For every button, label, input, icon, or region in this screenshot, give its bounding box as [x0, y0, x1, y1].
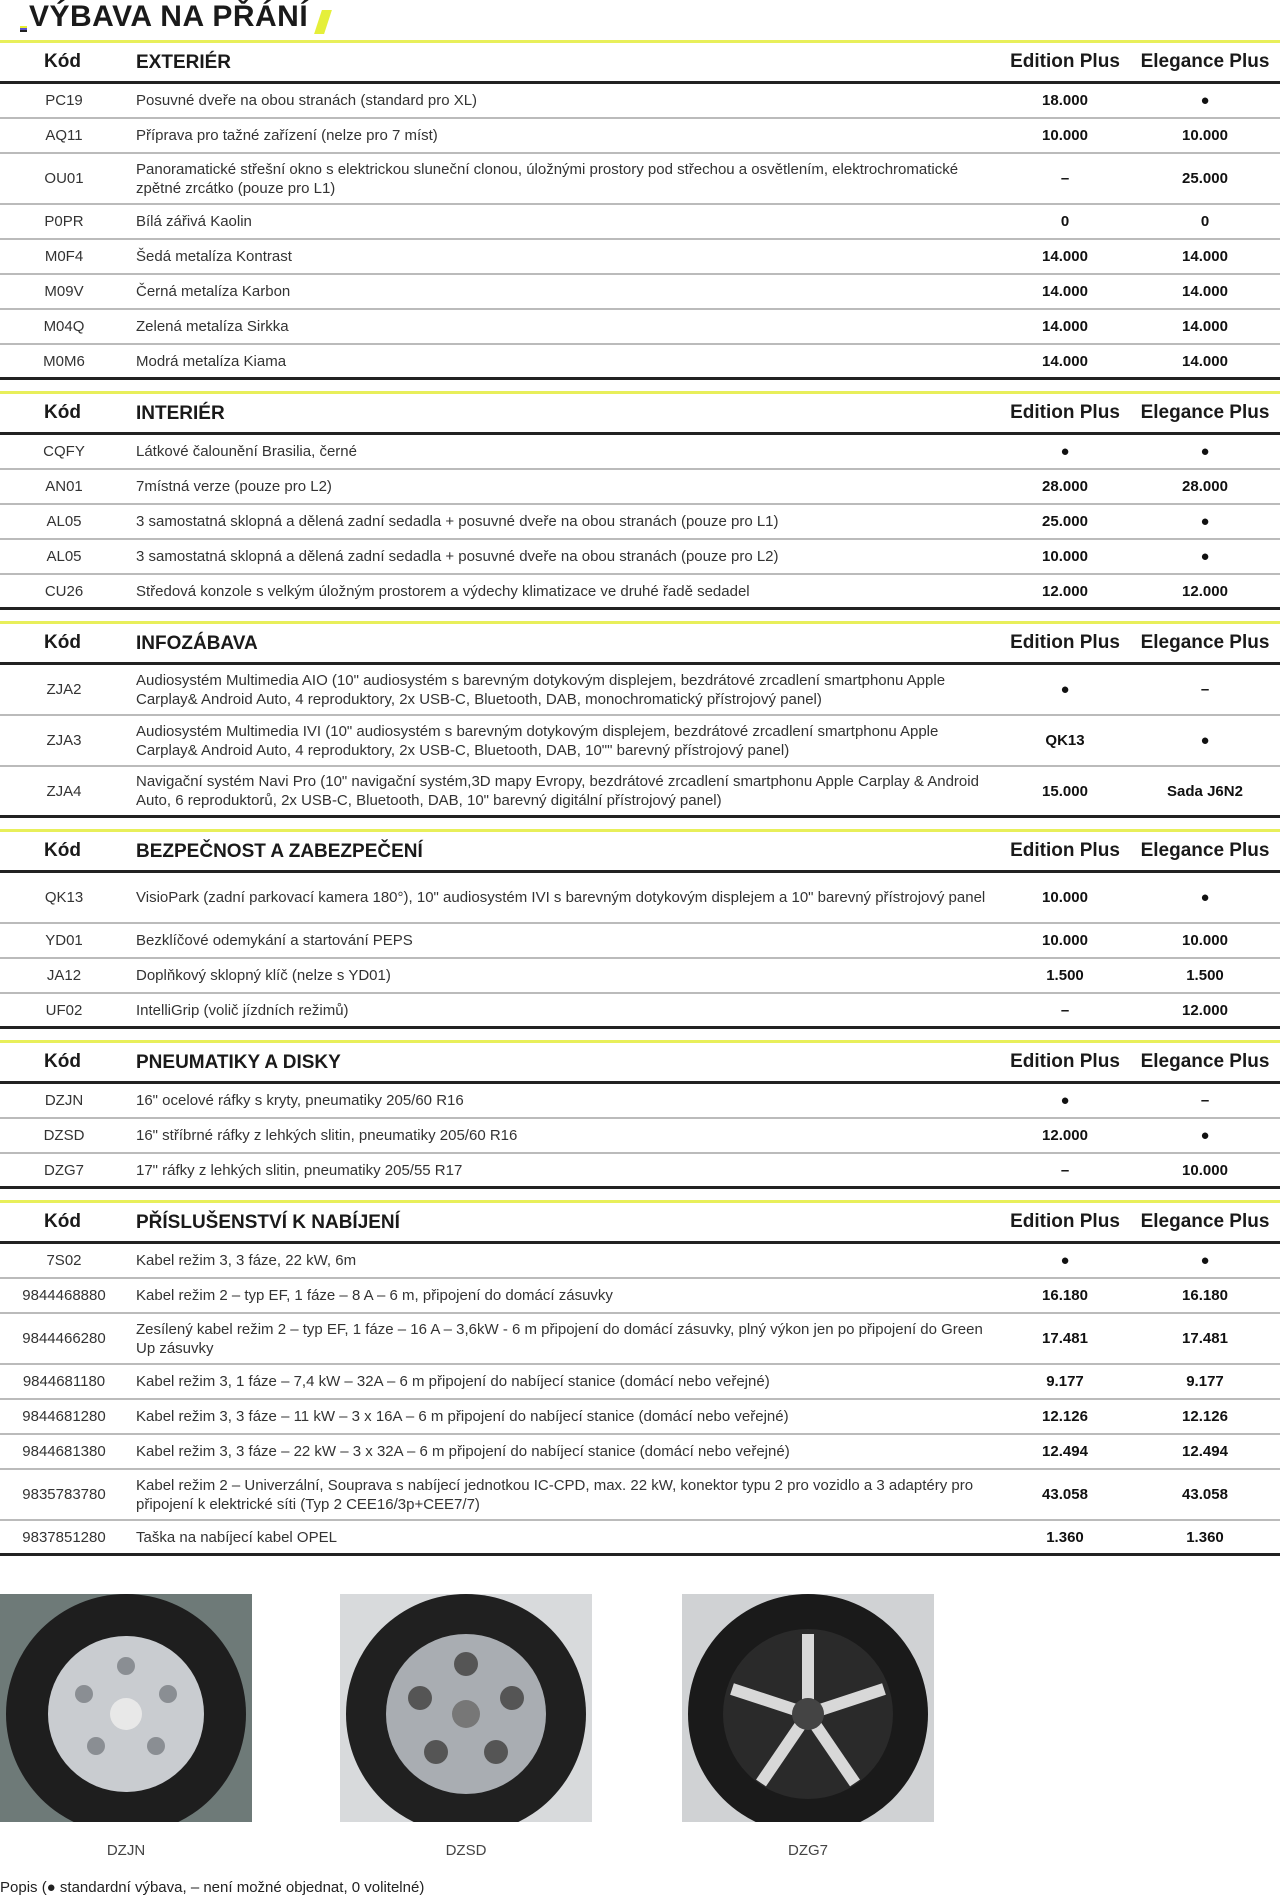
table-row [0, 1119, 1280, 1154]
table-row [0, 505, 1280, 540]
section-header [0, 1203, 1280, 1244]
elegance-plus-price: 17.481 [1182, 1330, 1228, 1347]
table-row [0, 959, 1280, 994]
option-description: Taška na nabíjecí kabel OPEL [136, 1528, 337, 1546]
table-row [0, 873, 1280, 924]
option-code: ZJA2 [46, 681, 82, 698]
section-title: INFOZÁBAVA [136, 632, 258, 654]
option-description: Zesílený kabel režim 2 – typ EF, 1 fáze – 16 A – 3,6kW - 6 m připojení do domácí zásuvky, plný výkon jen po připojení do Green Up zásuvky [136, 1320, 983, 1357]
table-row [0, 205, 1280, 240]
edition-plus-price: 12.126 [1042, 1408, 1088, 1425]
col-elegance-plus-header: Elegance Plus [1140, 51, 1270, 72]
option-code: OU01 [44, 170, 84, 187]
option-code: 9844466280 [22, 1330, 106, 1347]
elegance-plus-price: 14.000 [1182, 318, 1228, 335]
option-code: QK13 [44, 889, 84, 906]
edition-plus-price: 0 [1060, 213, 1070, 230]
option-code: 9837851280 [22, 1528, 106, 1546]
option-description: Bílá zářivá Kaolin [136, 213, 252, 230]
elegance-plus-price: 16.180 [1182, 1287, 1228, 1304]
elegance-plus-price: 10.000 [1182, 932, 1228, 949]
table-row [0, 310, 1280, 345]
edition-plus-price: 15.000 [1042, 782, 1088, 800]
option-description: 3 samostatná sklopná a dělená zadní sedadla + posuvné dveře na obou stranách (pouze pro L2) [136, 548, 779, 565]
elegance-plus-price: 12.000 [1182, 582, 1228, 600]
col-code-header: Kód [44, 1051, 81, 1072]
wheel-image-dzjn [0, 1594, 252, 1822]
elegance-plus-price: 14.000 [1182, 248, 1228, 265]
option-code: DZSD [43, 1127, 85, 1144]
col-elegance-plus-header: Elegance Plus [1140, 840, 1270, 861]
edition-plus-price: 10.000 [1042, 889, 1088, 906]
table-row [0, 470, 1280, 505]
elegance-plus-price: 25.000 [1182, 170, 1228, 187]
elegance-plus-price: ● [1200, 548, 1210, 565]
option-description: Zelená metalíza Sirkka [136, 318, 289, 335]
section-title: PŘÍSLUŠENSTVÍ K NABÍJENÍ [136, 1211, 400, 1233]
table-row [0, 1314, 1280, 1365]
table-row [0, 1435, 1280, 1470]
table-row [0, 435, 1280, 470]
option-code: PC19 [45, 92, 83, 109]
elegance-plus-price: 12.000 [1182, 1001, 1228, 1019]
section-5 [0, 1200, 1280, 1556]
table-row [0, 1244, 1280, 1279]
col-edition-plus-header: Edition Plus [1010, 840, 1120, 861]
wheel-image-dzsd [340, 1594, 592, 1822]
option-description: Černá metalíza Karbon [136, 283, 291, 300]
edition-plus-price: – [1060, 1161, 1070, 1179]
col-elegance-plus-header: Elegance Plus [1140, 632, 1270, 653]
elegance-plus-price: ● [1200, 1252, 1210, 1269]
option-code: JA12 [46, 967, 82, 984]
option-code: 9844681180 [22, 1373, 106, 1390]
options-tables [0, 40, 1280, 1567]
table-row [0, 716, 1280, 767]
section-2 [0, 621, 1280, 818]
elegance-plus-price: 9.177 [1186, 1373, 1224, 1390]
page-title [20, 0, 328, 34]
edition-plus-price: 1.500 [1046, 967, 1084, 984]
option-code: AN01 [45, 478, 83, 495]
elegance-plus-price: ● [1200, 732, 1210, 749]
option-description: Kabel režim 3, 3 fáze – 22 kW – 3 x 32A – 6 m připojení do nabíjecí stanice (domácí nebo veřejné) [136, 1443, 790, 1460]
edition-plus-price: 10.000 [1042, 932, 1088, 949]
option-description: 3 samostatná sklopná a dělená zadní sedadla + posuvné dveře na obou stranách (pouze pro L1) [136, 513, 779, 530]
elegance-plus-price: ● [1200, 92, 1210, 109]
section-header [0, 832, 1280, 873]
option-code: M09V [44, 283, 84, 300]
option-description: Šedá metalíza Kontrast [136, 248, 292, 265]
table-row [0, 154, 1280, 205]
edition-plus-price: 14.000 [1042, 352, 1088, 370]
option-description: Audiosystém Multimedia AIO (10" audiosystém s barevným dotykovým displejem, bezdrátové zrcadlení smartphonu Apple Carplay& Android Auto, 4 reproduktory, 2x USB-C, Bluetooth, DAB, monochromatický přístrojový panel) [136, 671, 946, 708]
table-row [0, 1470, 1280, 1521]
section-title: BEZPEČNOST A ZABEZPEČENÍ [136, 840, 423, 862]
elegance-plus-price: ● [1200, 513, 1210, 530]
option-description: Navigační systém Navi Pro (10" navigační systém,3D mapy Evropy, bezdrátové zrcadlení smartphonu Apple Carplay & Android Auto, 6 reproduktorů, 2x USB-C, Bluetooth, DAB, 10" barevný digitální přístrojový panel) [136, 773, 979, 809]
elegance-plus-price: ● [1200, 443, 1210, 460]
elegance-plus-price: 28.000 [1182, 478, 1228, 495]
option-code: AQ11 [45, 127, 83, 144]
option-code: M0F4 [44, 248, 84, 265]
option-description: Kabel režim 2 – Univerzální, Souprava s nabíjecí jednotkou IC-CPD, max. 22 kW, konektor typu 2 pro vozidlo a 3 adaptéry pro připojení k elektrické síti (Typ 2 CEE16/3p+CEE7/7) [136, 1476, 974, 1513]
option-code: P0PR [44, 213, 84, 230]
edition-plus-price: 17.481 [1042, 1330, 1088, 1347]
option-description: Kabel režim 3, 1 fáze – 7,4 kW – 32A – 6 m připojení do nabíjecí stanice (domácí nebo veřejné) [136, 1373, 770, 1390]
elegance-plus-price: 1.500 [1186, 967, 1224, 984]
elegance-plus-price: 0 [1200, 213, 1210, 230]
option-code: DZG7 [43, 1161, 84, 1179]
option-description: VisioPark (zadní parkovací kamera 180°), 10" audiosystém IVI s barevným dotykovým displejem a 10" barevný přístrojový panel [136, 889, 986, 906]
option-code: 7S02 [46, 1252, 82, 1269]
table-row [0, 924, 1280, 959]
elegance-plus-price: – [1200, 681, 1210, 698]
wheel-image-dzg7 [682, 1594, 934, 1822]
option-code: ZJA4 [46, 782, 82, 800]
edition-plus-price: 9.177 [1046, 1373, 1084, 1390]
section-3 [0, 829, 1280, 1029]
option-description: Panoramatické střešní okno s elektrickou sluneční clonou, úložnými prostory pod střechou a osvětlením, elektrochromatické zpětné zrcátko (pouze pro L1) [136, 160, 959, 197]
elegance-plus-price: 1.360 [1186, 1528, 1224, 1546]
elegance-plus-price: 12.494 [1182, 1443, 1228, 1460]
option-code: DZJN [44, 1092, 84, 1109]
section-1 [0, 391, 1280, 610]
legend: Popis (● standardní výbava, – není možné objednat, 0 volitelné) [0, 1879, 425, 1896]
edition-plus-price: ● [1060, 1092, 1070, 1109]
option-description: Posuvné dveře na obou stranách (standard pro XL) [136, 92, 478, 109]
section-0 [0, 40, 1280, 380]
col-code-header: Kód [44, 840, 81, 861]
logo-mark-icon [20, 26, 27, 32]
edition-plus-price: – [1060, 170, 1070, 187]
edition-plus-price: ● [1060, 443, 1070, 460]
edition-plus-price: 10.000 [1042, 127, 1088, 144]
edition-plus-price: 18.000 [1042, 92, 1088, 109]
table-row [0, 84, 1280, 119]
option-code: 9844468880 [22, 1287, 106, 1304]
option-description: Kabel režim 3, 3 fáze – 11 kW – 3 x 16A – 6 m připojení do nabíjecí stanice (domácí nebo veřejné) [136, 1408, 789, 1425]
table-row [0, 1084, 1280, 1119]
table-row [0, 240, 1280, 275]
table-row [0, 1365, 1280, 1400]
section-header [0, 1043, 1280, 1084]
table-row [0, 1154, 1280, 1189]
wheel-label: DZJN [106, 1842, 146, 1859]
option-description: Doplňkový sklopný klíč (nelze s YD01) [136, 967, 391, 984]
col-code-header: Kód [44, 51, 81, 72]
section-title: PNEUMATIKY A DISKY [136, 1051, 341, 1073]
col-edition-plus-header: Edition Plus [1010, 402, 1120, 423]
edition-plus-price: 14.000 [1042, 248, 1088, 265]
option-code: CU26 [44, 582, 84, 600]
option-description: Středová konzole s velkým úložným prostorem a výdechy klimatizace ve druhé řadě sedadel [136, 582, 750, 600]
option-description: 16" stříbrné ráfky z lehkých slitin, pneumatiky 205/60 R16 [136, 1127, 518, 1144]
col-edition-plus-header: Edition Plus [1010, 1211, 1120, 1232]
table-row [0, 345, 1280, 380]
wheel-label: DZSD [445, 1842, 487, 1859]
edition-plus-price: 43.058 [1042, 1486, 1088, 1503]
elegance-plus-price: 10.000 [1182, 1161, 1228, 1179]
col-code-header: Kód [44, 1211, 81, 1232]
section-header [0, 624, 1280, 665]
table-row [0, 575, 1280, 610]
table-row [0, 1279, 1280, 1314]
option-code: AL05 [46, 513, 82, 530]
section-4 [0, 1040, 1280, 1189]
option-description: 17" ráfky z lehkých slitin, pneumatiky 205/55 R17 [136, 1161, 463, 1179]
edition-plus-price: 12.000 [1042, 1127, 1088, 1144]
edition-plus-price: 1.360 [1046, 1528, 1084, 1546]
col-edition-plus-header: Edition Plus [1010, 632, 1120, 653]
table-row [0, 767, 1280, 818]
slash-icon [314, 10, 332, 34]
table-row [0, 1400, 1280, 1435]
edition-plus-price: QK13 [1045, 732, 1085, 749]
option-description: 16" ocelové ráfky s kryty, pneumatiky 205/60 R16 [136, 1092, 464, 1109]
page-title-text: VÝBAVA NA PŘÁNÍ [29, 0, 309, 33]
table-row [0, 994, 1280, 1029]
edition-plus-price: 16.180 [1042, 1287, 1088, 1304]
edition-plus-price: 14.000 [1042, 318, 1088, 335]
edition-plus-price: 25.000 [1042, 513, 1088, 530]
option-description: Modrá metalíza Kiama [136, 352, 287, 370]
edition-plus-price: – [1060, 1001, 1070, 1019]
option-description: IntelliGrip (volič jízdních režimů) [136, 1001, 349, 1019]
col-edition-plus-header: Edition Plus [1010, 1051, 1120, 1072]
elegance-plus-price: ● [1200, 1127, 1210, 1144]
option-description: Příprava pro tažné zařízení (nelze pro 7 míst) [136, 127, 438, 144]
option-description: Audiosystém Multimedia IVI (10" audiosystém s barevným dotykovým displejem, bezdrátové zrcadlení smartphonu Apple Carplay& Android Auto, 4 reproduktory, 2x USB-C, Bluetooth, DAB, 10"" barevný přístrojový panel) [136, 722, 939, 759]
elegance-plus-price: 43.058 [1182, 1486, 1228, 1503]
elegance-plus-price: 14.000 [1182, 283, 1228, 300]
option-description: Látkové čalounění Brasilia, černé [136, 443, 357, 460]
option-description: Kabel režim 3, 3 fáze, 22 kW, 6m [136, 1252, 357, 1269]
option-code: 9844681280 [22, 1408, 106, 1425]
edition-plus-price: 12.000 [1042, 582, 1088, 600]
col-code-header: Kód [44, 632, 81, 653]
col-code-header: Kód [44, 402, 81, 423]
option-code: UF02 [45, 1001, 83, 1019]
option-description: Bezklíčové odemykání a startování PEPS [136, 932, 413, 949]
section-title: INTERIÉR [136, 402, 225, 424]
col-edition-plus-header: Edition Plus [1010, 51, 1120, 72]
option-code: 9835783780 [22, 1486, 106, 1503]
edition-plus-price: 10.000 [1042, 548, 1088, 565]
table-row [0, 665, 1280, 716]
table-row [0, 275, 1280, 310]
edition-plus-price: 28.000 [1042, 478, 1088, 495]
option-code: ZJA3 [46, 732, 82, 749]
option-description: Kabel režim 2 – typ EF, 1 fáze – 8 A – 6 m, připojení do domácí zásuvky [136, 1287, 613, 1304]
edition-plus-price: ● [1060, 1252, 1070, 1269]
section-header [0, 43, 1280, 84]
elegance-plus-price: ● [1200, 889, 1210, 906]
edition-plus-price: 12.494 [1042, 1443, 1088, 1460]
table-row [0, 1521, 1280, 1556]
elegance-plus-price: Sada J6N2 [1167, 782, 1243, 800]
option-code: M04Q [43, 318, 85, 335]
wheel-label: DZG7 [787, 1842, 828, 1859]
elegance-plus-price: 12.126 [1182, 1408, 1228, 1425]
option-code: 9844681380 [22, 1443, 106, 1460]
elegance-plus-price: 14.000 [1182, 352, 1228, 370]
option-code: AL05 [46, 548, 82, 565]
col-elegance-plus-header: Elegance Plus [1140, 1051, 1270, 1072]
table-row [0, 119, 1280, 154]
elegance-plus-price: 10.000 [1182, 127, 1228, 144]
option-code: M0M6 [43, 352, 85, 370]
table-row [0, 540, 1280, 575]
edition-plus-price: ● [1060, 681, 1070, 698]
option-code: YD01 [45, 932, 83, 949]
col-elegance-plus-header: Elegance Plus [1140, 402, 1270, 423]
option-description: 7místná verze (pouze pro L2) [136, 478, 332, 495]
section-header [0, 394, 1280, 435]
col-elegance-plus-header: Elegance Plus [1140, 1211, 1270, 1232]
option-code: CQFY [43, 443, 85, 460]
edition-plus-price: 14.000 [1042, 283, 1088, 300]
section-title: EXTERIÉR [136, 51, 232, 73]
elegance-plus-price: – [1200, 1092, 1210, 1109]
